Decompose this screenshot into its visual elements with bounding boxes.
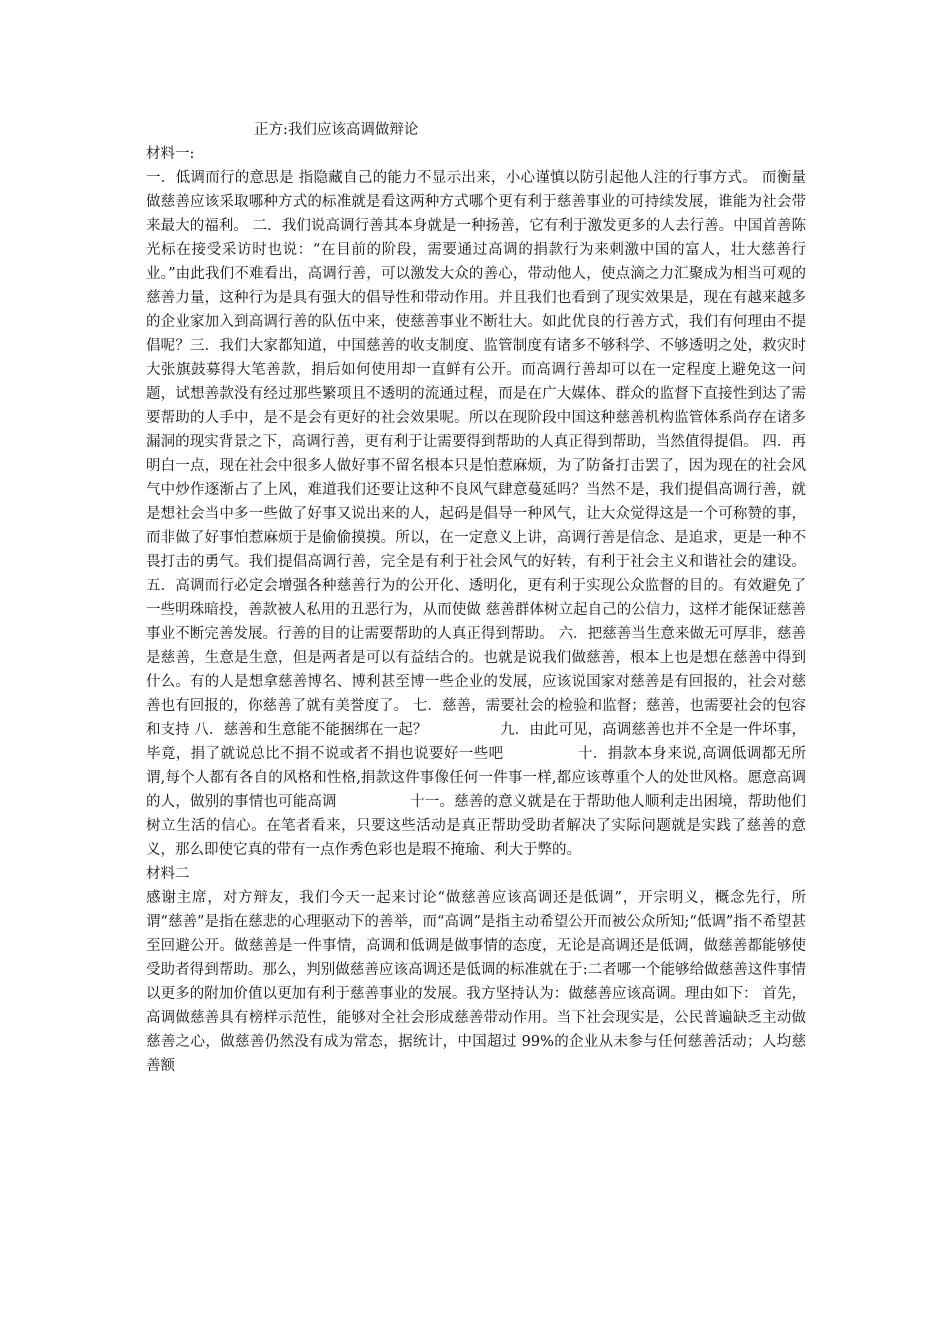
section-heading-material-1: 材料一: bbox=[146, 146, 195, 162]
document-title: 正方:我们应该高调做辩论 bbox=[254, 122, 419, 138]
document-page bbox=[146, 118, 806, 1078]
section-body-material-2: 感谢主席，对方辩友，我们今天一起来讨论“做慈善应该高调还是低调”，开宗明义，概念先行，所谓“慈善”是指在慈悲的心理驱动下的善举，而“高调”是指主动希望公开而被公众所知;“低调”指不希望甚至回避公开。做慈善是一件事情，高调和低调是做事情的态度，无论是高调还是低调，做慈善都能够使受助者得到帮助。那么，判别做慈善应该高调还是低调的标准就在于:二者哪一个能够给做慈善这件事情以更多的附加价值以更加有利于慈善事业的发展。我方坚持认为：做慈善应该高调。理由如下： 首先，高调做慈善具有榜样示范性，能够对全社会形成慈善带动作用。当下社会现实是，公民普遍缺乏主动做慈善之心，做慈善仍然没有成为常态，据统计，中国超过 99%的企业从未参与任何慈善活动；人均慈善额 bbox=[146, 890, 806, 1074]
section-body-material-1: 一．低调而行的意思是 指隐藏自己的能力不显示出来，小心谨慎以防引起他人注的行事方式。 而衡量做慈善应该采取哪种方式的标准就是看这两种方式哪个更有利于慈善事业的可持续发展，谁能为社会带来最大的福利。 二．我们说高调行善其本身就是一种扬善，它有利于激发更多的人去行善。中国首善陈光标在接受采访时也说：“在目前的阶段，需要通过高调的捐款行为来刺激中国的富人，壮大慈善行业。”由此我们不难看出，高调行善，可以激发大众的善心，带动他人，使点滴之力汇聚成为相当可观的慈善力量，这种行为是具有强大的倡导性和带动作用。并且我们也看到了现实效果是，现在有越来越多的企业家加入到高调行善的队伍中来，使慈善事业不断壮大。如此优良的行善方式，我们有何理由不提倡呢？三．我们大家都知道，中国慈善的收支制度、监管制度有诸多不够科学、不够透明之处，救灾时大张旗鼓募得大笔善款，捐后如何使用却一直鲜有公开。而高调行善却可以在一定程度上避免这一问题，试想善款没有经过那些繁项且不透明的流通过程，而是在广大媒体、群众的监督下直接性到达了需要帮助的人手中，是不是会有更好的社会效果呢。所以在现阶段中国这种慈善机构监管体系尚存在诸多漏洞的现实背景之下，高调行善，更有利于让需要得到帮助的人真正得到帮助，当然值得提倡。 四．再明白一点，现在社会中很多人做好事不留名根本只是怕惹麻烦，为了防备打击罢了，因为现在的社会风气中炒作逐渐占了上风，难道我们还要让这种不良风气肆意蔓延吗？当然不是，我们提倡高调行善，就是想社会当中多一些做了好事又说出来的人，起码是倡导一种风气，让大众觉得这是一个可称赞的事，而非做了好事怕惹麻烦于是偷偷摸摸。所以，在一定意义上讲，高调行善是信念、是追求，更是一种不畏打击的勇气。我们提倡高调行善，完全是有利于社会风气的好转，有利于社会主义和谐社会的建设。 五．高调而行必定会增强各种慈善行为的公开化、透明化，更有利于实现公众监督的目的。有效避免了一些明珠暗投，善款被人私用的丑恶行为，从而使做 慈善群体树立起自己的公信力，这样才能保证慈善事业不断完善发展。行善的目的让需要帮助的人真正得到帮助。 六．把慈善当生意来做无可厚非，慈善是慈善，生意是生意，但是两者是可以有益结合的。也就是说我们做慈善，根本上也是想在慈善中得到什么。有的人是想拿慈善博名、博利甚至博一些企业的发展，应该说国家对慈善是有回报的，社会对慈善也有回报的，你慈善了就有美誉度了。 七．慈善，需要社会的检验和监督；慈善，也需要社会的包容和支持 八．慈善和生意能不能捆绑在一起？ 九．由此可见，高调慈善也并不全是一件坏事，毕竟，捐了就说总比不捐不说或者不捐也说要好一些吧 十．捐款本身来说,高调低调都无所谓,每个人都有各自的风格和性格,捐款这件事像任何一件事一样,都应该尊重个人的处世风格。愿意高调的人，做别的事情也可能高调 十一。慈善的意义就是在于帮助他人顺利走出困境，帮助他们树立生活的信心。在笔者看来，只要这些活动是真正帮助受助者解决了实际问题就是实践了慈善的意义，那么即使它真的带有一点作秀色彩也是瑕不掩瑜、利大于弊的。 bbox=[146, 170, 806, 858]
section-heading-material-2: 材料二 bbox=[146, 866, 190, 882]
